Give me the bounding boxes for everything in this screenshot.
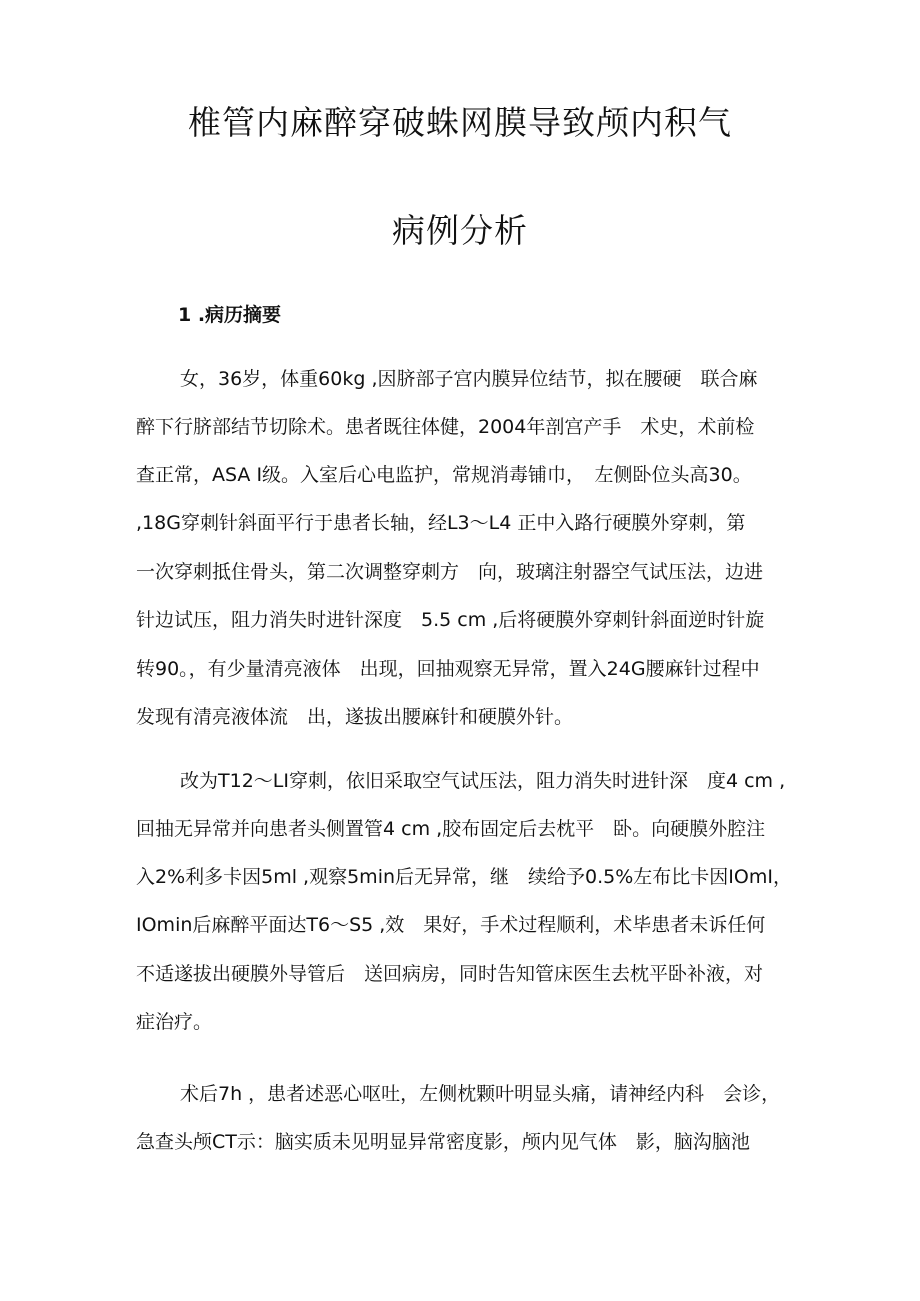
- paragraph-2-line-5: 不适遂拔出硬膜外导管后 送回病房，同时告知管床医生去枕平卧补液，对: [136, 963, 764, 985]
- paragraph-2-line-6: 症治疗。: [136, 1011, 213, 1033]
- document-title-line-2: 病例分析: [392, 211, 528, 250]
- paragraph-2-line-1: 改为T12～LI穿刺，依旧采取空气试压法，阻力消失时进针深 度4 cm ,: [180, 770, 786, 792]
- paragraph-1-line-3: 查正常，ASA Ⅰ级。入室后心电监护，常规消毒铺巾， 左侧卧位头高30。: [136, 464, 752, 486]
- paragraph-1-line-1: 女，36岁，体重60kg ,因脐部子宫内膜异位结节，拟在腰硬 联合麻: [180, 368, 758, 390]
- paragraph-3-line-2: 急查头颅CT示：脑实质未见明显异常密度影，颅内见气体 影，脑沟脑池: [136, 1131, 750, 1153]
- document-title-line-1: 椎管内麻醉穿破蛛网膜导致颅内积气: [188, 103, 732, 142]
- paragraph-1-line-5: 一次穿刺抵住骨头，第二次调整穿刺方 向，玻璃注射器空气试压法，边进: [136, 561, 764, 583]
- paragraph-2-line-3: 入2%利多卡因5ml ,观察5min后无异常，继 续给予0.5%左布比卡因IOmI，: [136, 866, 792, 888]
- paragraph-2-line-4: IOmin后麻醉平面达T6～S5 ,效 果好，手术过程顺利，术毕患者未诉任何: [136, 914, 766, 936]
- paragraph-1-line-8: 发现有清亮液体流 出，遂拔出腰麻针和硬膜外针。: [136, 706, 574, 728]
- paragraph-3-line-1: 术后7h ，患者述恶心呕吐，左侧枕颗叶明显头痛，请神经内科 会诊，: [180, 1083, 781, 1105]
- paragraph-2-line-2: 回抽无异常并向患者头侧置管4 cm ,胶布固定后去枕平 卧。向硬膜外腔注: [136, 818, 766, 840]
- paragraph-1-line-4: ,18G穿刺针斜面平行于患者长轴，经L3～L4 正中入路行硬膜外穿刺，第: [136, 512, 746, 534]
- section-heading-case-summary: 1 .病历摘要: [178, 304, 282, 326]
- paragraph-1-line-6: 针边试压，阻力消失时进针深度 5.5 cm ,后将硬膜外穿刺针斜面逆时针旋: [136, 609, 765, 631]
- paragraph-1-line-7: 转90。，有少量清亮液体 出现，回抽观察无异常，置入24G腰麻针过程中: [136, 658, 760, 680]
- paragraph-1-line-2: 醉下行脐部结节切除术。患者既往体健，2004年剖宫产手 术史，术前检: [136, 416, 755, 438]
